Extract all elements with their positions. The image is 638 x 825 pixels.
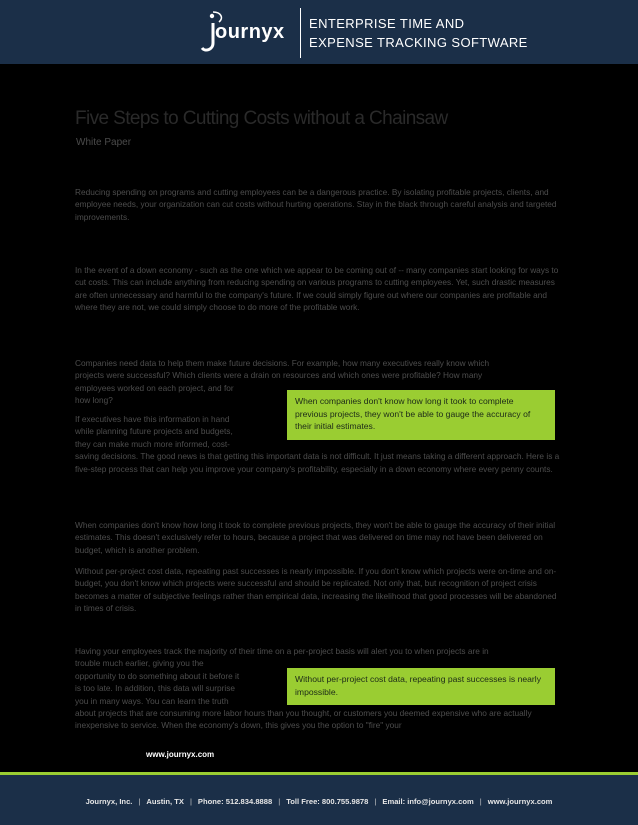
footer-contact	[0, 797, 638, 806]
text-line: trouble much earlier, giving you the	[75, 658, 204, 669]
footer-bar	[0, 775, 638, 825]
logo-wordmark: ournyx	[215, 21, 285, 43]
document-subtitle: White Paper	[76, 137, 132, 148]
footer-tollfree: Toll Free: 800.755.9878	[286, 797, 369, 806]
text-block: saving decisions. The good news is that getting this important data is not difficult. It just means taking a different approach. Here is a five-step process that can help you improve your company's profitability, especially in a down economy where every penny counts.	[75, 451, 560, 474]
separator: |	[479, 797, 482, 806]
text-line: Companies need data to help them make future decisions. For example, how many executives really know which	[75, 358, 490, 368]
journyx-logo	[199, 10, 301, 56]
document-title: Five Steps to Cutting Costs without a Chainsaw	[75, 108, 448, 129]
header-tagline	[309, 14, 528, 52]
text-line: If executives have this information in hand	[75, 414, 230, 424]
pull-quote-callout: When companies don't know how long it took to complete previous projects, they won't be able to gauge the accuracy of their initial estimates.	[287, 390, 555, 440]
separator: |	[138, 797, 141, 806]
text-line: you in many ways. You can learn the truth	[75, 695, 229, 706]
separator: |	[278, 797, 281, 806]
header-banner	[0, 0, 638, 64]
text-block: about projects that are consuming more labor hours than you thought, or customers you deemed expensive who are actually inexpensive to service. When the economy's down, this gives you the option to "fire" your	[75, 708, 532, 731]
tagline-line: EXPENSE TRACKING SOFTWARE	[309, 35, 528, 50]
website-link[interactable]: www.journyx.com	[146, 750, 215, 759]
paragraph-estimates: When companies don't know how long it took to complete previous projects, they won't be able to gauge the accuracy of their initial estimates. This doesn't exclusively refer to hours, because a project that was delivered on time may not have been delivered on budget, which is another problem.	[75, 520, 556, 555]
text-line: employees worked on each project, and for	[75, 382, 234, 393]
text-line: they can make much more informed, cost-	[75, 438, 230, 449]
footer-company: Journyx, Inc.	[85, 797, 133, 806]
separator: |	[189, 797, 192, 806]
tagline-line: ENTERPRISE TIME AND	[309, 16, 465, 31]
text-line: while planning future projects and budgets,	[75, 426, 233, 437]
header-divider	[300, 8, 301, 58]
paragraph-intro: Reducing spending on programs and cutting employees can be a dangerous practice. By isolating profitable projects, clients, and employee needs, your organization can cut costs without hurting operations. Stay in the black through careful analysis and targeted improvements.	[75, 187, 557, 222]
separator: |	[374, 797, 377, 806]
paragraph-economy: In the event of a down economy - such as the one which we appear to be coming out of -- many companies start looking for ways to cut costs. This can include anything from reducing spending on various programs to cutting employees. Yet, such drastic measures are often unnecessary and harmful to the company's future. If we could simply figure out where our companies are profitable and where they are not, we could simply choose to do more of the profitable work.	[75, 265, 559, 313]
footer-phone: Phone: 512.834.8888	[197, 797, 273, 806]
text-line: opportunity to do something about it before it	[75, 670, 240, 681]
text-line: projects were successful? Which clients were a drain on resources and which ones were profitable? How many	[75, 370, 483, 381]
text-line: how long?	[75, 395, 113, 406]
paragraph-cost-data: Without per-project cost data, repeating past successes is nearly impossible. If you don't know which projects were on-time and on-budget, you don't know which projects were successful and should be replicated. Not only that, but recognition of project crisis becomes a matter of subjective feelings rather than empirical data, increasing the likelihood that good processes will be abandoned in times of crisis.	[75, 566, 557, 614]
footer-web-link[interactable]: www.journyx.com	[487, 797, 553, 806]
pull-quote-callout: Without per-project cost data, repeating past successes is nearly impossible.	[287, 668, 555, 705]
footer-location: Austin, TX	[146, 797, 184, 806]
text-line: Having your employees track the majority of their time on a per-project basis will alert you to when projects are in	[75, 646, 489, 656]
footer-email-link[interactable]: Email: info@journyx.com	[382, 797, 474, 806]
text-line: is too late. In addition, this data will surprise	[75, 683, 236, 694]
